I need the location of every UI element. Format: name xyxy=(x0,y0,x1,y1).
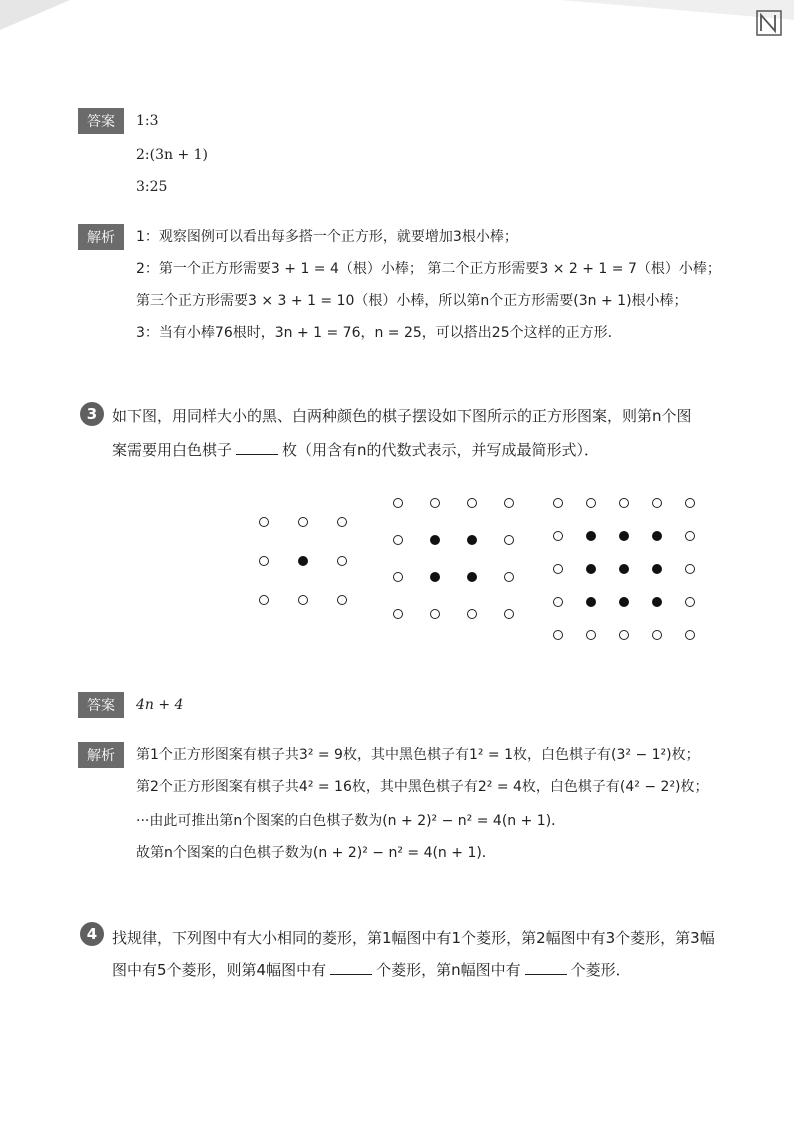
white-piece xyxy=(467,498,477,508)
question-text-part: 图中有5个菱形，则第4幅图中有 xyxy=(112,961,327,979)
white-piece xyxy=(259,556,269,566)
white-piece xyxy=(504,498,514,508)
white-piece xyxy=(393,609,403,619)
white-piece xyxy=(586,630,596,640)
black-piece xyxy=(298,556,308,566)
white-piece xyxy=(553,498,563,508)
white-piece xyxy=(259,595,269,605)
answer-blank[interactable] xyxy=(236,440,278,455)
white-piece xyxy=(504,535,514,545)
white-piece xyxy=(393,535,403,545)
question-text-line-2 xyxy=(112,958,631,982)
black-piece xyxy=(467,535,477,545)
white-piece xyxy=(586,498,596,508)
analysis-line-1: 第1个正方形图案有棋子共3² = 9枚，其中黑色棋子有1² = 1枚，白色棋子有(3² − 1²)枚； xyxy=(136,747,700,763)
analysis-line-2: 第2个正方形图案有棋子共4² = 16枚，其中黑色棋子有2² = 4枚，白色棋子有(4² − 2²)枚； xyxy=(136,779,709,795)
white-piece xyxy=(298,517,308,527)
white-piece xyxy=(685,597,695,607)
black-piece xyxy=(586,531,596,541)
analysis-line-4: 故第n个图案的白色棋子数为(n + 2)² − n² = 4(n + 1)． xyxy=(136,845,496,861)
analysis-tag: 解析 xyxy=(78,742,124,768)
question-text-part: 个菱形． xyxy=(570,961,631,979)
question-text-part: 枚（用含有n的代数式表示，并写成最简形式）． xyxy=(282,441,600,459)
black-piece xyxy=(586,597,596,607)
white-piece xyxy=(337,517,347,527)
header-decoration xyxy=(0,0,794,40)
black-piece xyxy=(619,564,629,574)
black-piece xyxy=(652,564,662,574)
white-piece xyxy=(619,498,629,508)
answer-blank[interactable] xyxy=(330,960,372,975)
white-piece xyxy=(685,498,695,508)
white-piece xyxy=(393,498,403,508)
analysis-line-1: 1：观察图例可以看出每多搭一个正方形，就要增加3根小棒； xyxy=(136,229,518,245)
white-piece xyxy=(553,531,563,541)
analysis-tag: 解析 xyxy=(78,224,124,250)
white-piece xyxy=(393,572,403,582)
white-piece xyxy=(553,564,563,574)
question-text-part: 个菱形，第n幅图中有 xyxy=(376,961,521,979)
answer-line-2: 2:(3n + 1) xyxy=(136,147,209,163)
question-number: 4 xyxy=(80,922,104,946)
black-piece xyxy=(619,531,629,541)
analysis-line-3: ···由此可推出第n个图案的白色棋子数为(n + 2)² − n² = 4(n + 1)． xyxy=(136,813,566,829)
white-piece xyxy=(652,630,662,640)
analysis-line-2: 2：第一个正方形需要3 + 1 = 4（根）小棒； 第二个正方形需要3 × 2 + 1 = 7（根）小棒； xyxy=(136,261,721,277)
white-piece xyxy=(504,609,514,619)
answer-blank[interactable] xyxy=(525,960,567,975)
white-piece xyxy=(619,630,629,640)
black-piece xyxy=(586,564,596,574)
white-piece xyxy=(685,630,695,640)
white-piece xyxy=(467,609,477,619)
white-piece xyxy=(685,564,695,574)
question-text-part: 案需要用白色棋子 xyxy=(112,441,233,459)
white-piece xyxy=(298,595,308,605)
white-piece xyxy=(504,572,514,582)
white-piece xyxy=(685,531,695,541)
question-text-line-2 xyxy=(112,438,599,462)
answer-line-1: 1:3 xyxy=(136,113,159,129)
publisher-logo-icon xyxy=(756,10,782,36)
black-piece xyxy=(619,597,629,607)
question-number: 3 xyxy=(80,402,104,426)
white-piece xyxy=(337,595,347,605)
question-text-line-1: 如下图，用同样大小的黑、白两种颜色的棋子摆设如下图所示的正方形图案，则第n个图 xyxy=(112,407,692,425)
black-piece xyxy=(467,572,477,582)
white-piece xyxy=(652,498,662,508)
white-piece xyxy=(553,597,563,607)
white-piece xyxy=(430,498,440,508)
answer-value: 4n + 4 xyxy=(136,697,184,713)
white-piece xyxy=(553,630,563,640)
black-piece xyxy=(430,535,440,545)
white-piece xyxy=(430,609,440,619)
black-piece xyxy=(652,597,662,607)
answer-tag: 答案 xyxy=(78,692,124,718)
answer-line-3: 3:25 xyxy=(136,179,168,195)
white-piece xyxy=(259,517,269,527)
black-piece xyxy=(430,572,440,582)
white-piece xyxy=(337,556,347,566)
analysis-line-4: 3：当有小棒76根时，3n + 1 = 76，n = 25，可以搭出25个这样的正方形． xyxy=(136,325,622,341)
answer-tag: 答案 xyxy=(78,108,124,134)
black-piece xyxy=(652,531,662,541)
analysis-line-3: 第三个正方形需要3 × 3 + 1 = 10（根）小棒，所以第n个正方形需要(3n + 1)根小棒； xyxy=(136,293,688,309)
question-text-line-1: 找规律，下列图中有大小相同的菱形，第1幅图中有1个菱形，第2幅图中有3个菱形，第3幅 xyxy=(112,929,715,947)
